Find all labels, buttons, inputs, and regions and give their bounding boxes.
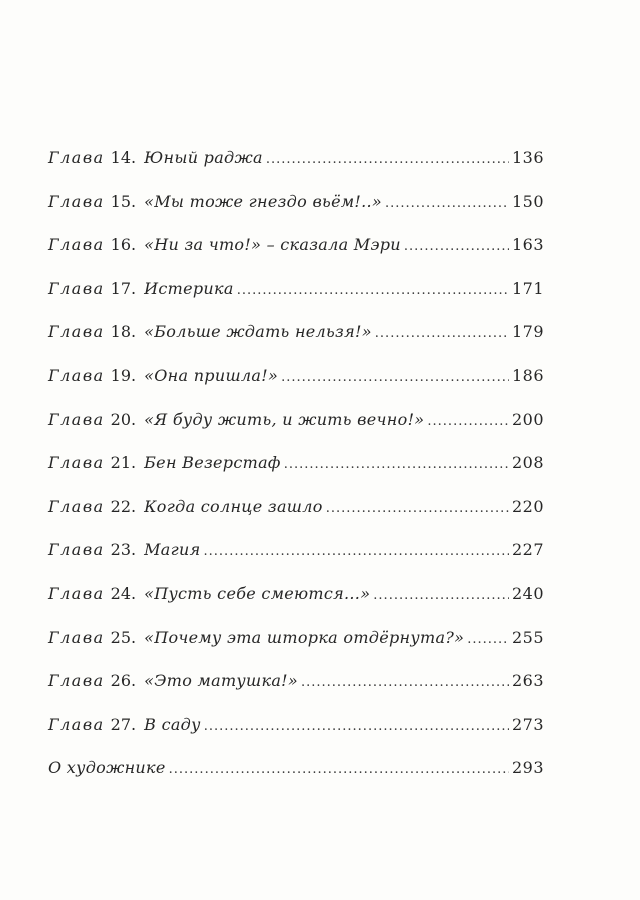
chapter-title: Магия xyxy=(144,540,201,560)
chapter-number: 22. xyxy=(110,496,137,516)
chapter-number: 24. xyxy=(110,583,137,603)
page-number: 273 xyxy=(511,714,544,734)
chapter-number: 18. xyxy=(110,322,137,342)
toc-entry-chapter-15 xyxy=(48,191,544,238)
chapter-title: «Ни за что!» – сказала Мэри xyxy=(144,235,401,255)
chapter-number: 23. xyxy=(110,540,137,560)
dot-leader xyxy=(427,415,509,428)
chapter-number: 26. xyxy=(110,671,137,691)
chapter-title: «Почему эта шторка отдёрнута?» xyxy=(144,627,465,647)
chapter-title: «Это матушка!» xyxy=(144,671,298,691)
dot-leader xyxy=(373,589,509,602)
dot-leader xyxy=(467,633,509,646)
chapter-number: 14. xyxy=(110,148,137,167)
page-number: 186 xyxy=(511,365,544,385)
chapter-title: «Мы тоже гнездо вьём!..» xyxy=(144,191,382,211)
chapter-label: Глава xyxy=(48,583,105,603)
table-of-contents xyxy=(48,150,544,804)
dot-leader xyxy=(204,720,509,733)
toc-entry-chapter-16 xyxy=(48,237,544,281)
toc-entry-chapter-22 xyxy=(48,496,544,543)
chapter-number: 16. xyxy=(110,235,137,255)
dot-leader xyxy=(326,502,509,515)
chapter-number: 25. xyxy=(110,627,137,647)
dot-leader xyxy=(281,371,509,384)
chapter-label: Глава xyxy=(48,671,105,691)
chapter-label: Глава xyxy=(48,627,105,647)
page-number: 179 xyxy=(511,322,544,342)
chapter-label: Глава xyxy=(48,540,105,560)
chapter-label: Глава xyxy=(48,496,105,516)
dot-leader xyxy=(169,763,509,776)
chapter-title: «Она пришла!» xyxy=(144,365,279,385)
page-number: 163 xyxy=(511,235,544,255)
toc-entry-chapter-21 xyxy=(48,455,544,499)
toc-entry-chapter-24 xyxy=(48,583,544,630)
chapter-label: Глава xyxy=(48,322,105,342)
toc-entry-chapter-19 xyxy=(48,365,544,412)
chapter-number: 17. xyxy=(110,278,137,298)
chapter-number: 15. xyxy=(110,191,137,211)
chapter-label: Глава xyxy=(48,235,105,255)
chapter-label: Глава xyxy=(48,409,105,429)
chapter-title: В саду xyxy=(144,714,201,734)
chapter-title: «Я буду жить, и жить вечно!» xyxy=(144,409,425,429)
toc-entry-chapter-26 xyxy=(48,673,544,717)
page-number: 200 xyxy=(511,409,544,429)
chapter-title: Бен Везерстаф xyxy=(144,453,281,473)
page-number: 227 xyxy=(511,540,544,560)
page-number: 150 xyxy=(511,191,544,211)
chapter-title: Юный раджа xyxy=(144,148,263,167)
chapter-label: Глава xyxy=(48,714,105,734)
toc-entry-chapter-14 xyxy=(48,150,544,194)
toc-entry-chapter-23 xyxy=(48,542,544,586)
dot-leader xyxy=(284,458,509,471)
dot-leader xyxy=(375,327,509,340)
chapter-number: 19. xyxy=(110,365,137,385)
toc-entry-about-artist xyxy=(48,760,544,804)
dot-leader xyxy=(301,676,509,689)
dot-leader xyxy=(385,197,509,210)
page-number: 263 xyxy=(511,671,544,691)
page-number: 136 xyxy=(511,148,544,167)
toc-entry-chapter-25 xyxy=(48,627,544,674)
chapter-label: Глава xyxy=(48,148,105,167)
chapter-label: Глава xyxy=(48,365,105,385)
section-title: О художнике xyxy=(48,758,166,778)
chapter-title: Истерика xyxy=(144,278,234,298)
chapter-label: Глава xyxy=(48,453,105,473)
toc-entry-chapter-27 xyxy=(48,714,544,761)
page-number: 171 xyxy=(511,278,544,298)
chapter-number: 20. xyxy=(110,409,137,429)
chapter-title: «Больше ждать нельзя!» xyxy=(144,322,372,342)
chapter-number: 27. xyxy=(110,714,137,734)
chapter-label: Глава xyxy=(48,191,105,211)
dot-leader xyxy=(266,153,509,166)
chapter-title: «Пусть себе смеются...» xyxy=(144,583,371,603)
toc-entry-chapter-20 xyxy=(48,409,544,456)
toc-entry-chapter-17 xyxy=(48,278,544,325)
page-number: 240 xyxy=(511,583,544,603)
toc-entry-chapter-18 xyxy=(48,324,544,368)
page-number: 293 xyxy=(511,758,544,778)
chapter-title: Когда солнце зашло xyxy=(144,496,323,516)
chapter-label: Глава xyxy=(48,278,105,298)
dot-leader xyxy=(404,240,509,253)
chapter-number: 21. xyxy=(110,453,137,473)
page-number: 255 xyxy=(511,627,544,647)
dot-leader xyxy=(204,545,509,558)
page-number: 208 xyxy=(511,453,544,473)
page-number: 220 xyxy=(511,496,544,516)
dot-leader xyxy=(237,284,509,297)
